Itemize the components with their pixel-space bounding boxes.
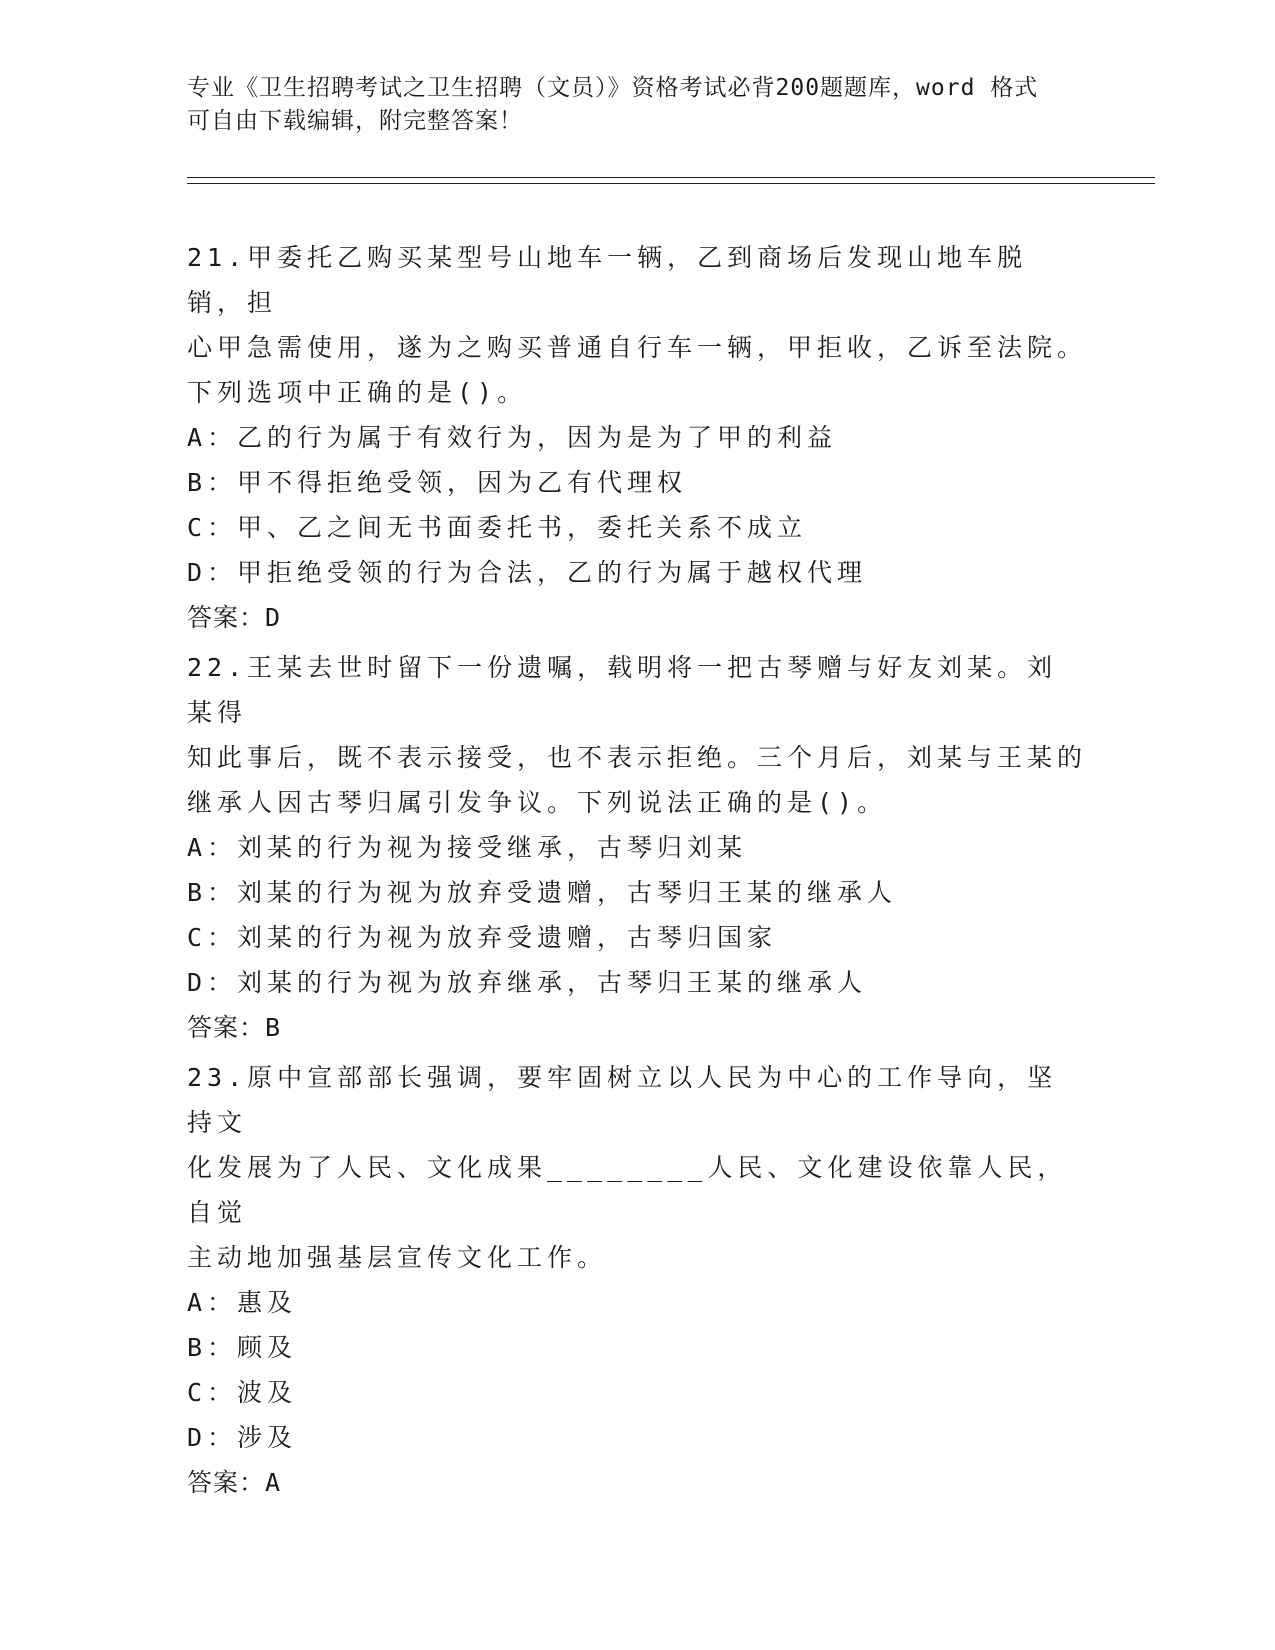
option-c: C：甲、乙之间无书面委托书，委托关系不成立 <box>187 513 808 542</box>
header-divider-top <box>187 177 1155 178</box>
question-stem-line: 心甲急需使用，遂为之购买普通自行车一辆，甲拒收，乙诉至法院。 <box>187 333 1088 362</box>
option-d: D：涉及 <box>187 1423 298 1452</box>
question-stem-line: 23.原中宣部部长强调，要牢固树立以人民为中心的工作导向，坚持文 <box>187 1063 1058 1137</box>
option-a: A：惠及 <box>187 1288 298 1317</box>
option-b: B：刘某的行为视为放弃受遗赠，古琴归王某的继承人 <box>187 878 898 907</box>
option-b: B：甲不得拒绝受领，因为乙有代理权 <box>187 468 688 497</box>
question-22 <box>187 645 1087 1050</box>
question-stem-line: 化发展为了人民、文化成果________人民、文化建设依靠人民，自觉 <box>187 1153 1068 1227</box>
question-23 <box>187 1055 1087 1505</box>
option-c: C：波及 <box>187 1378 298 1407</box>
header-line-1: 专业《卫生招聘考试之卫生招聘（文员）》资格考试必背200题题库，word 格式 <box>187 75 1039 101</box>
option-b: B：顾及 <box>187 1333 298 1362</box>
answer-line: 答案：B <box>187 1013 282 1042</box>
answer-line: 答案：A <box>187 1468 282 1497</box>
option-c: C：刘某的行为视为放弃受遗赠，古琴归国家 <box>187 923 778 952</box>
header-line-2: 可自由下载编辑，附完整答案！ <box>187 108 523 134</box>
question-stem-line: 知此事后，既不表示接受，也不表示拒绝。三个月后，刘某与王某的 <box>187 743 1088 772</box>
question-stem-line: 主动地加强基层宣传文化工作。 <box>187 1243 608 1272</box>
answer-line: 答案：D <box>187 603 282 632</box>
question-stem-line: 22.王某去世时留下一份遗嘱，载明将一把古琴赠与好友刘某。刘某得 <box>187 653 1058 727</box>
header-divider-bottom <box>187 183 1155 184</box>
question-stem-line: 下列选项中正确的是()。 <box>187 378 528 407</box>
question-stem-line: 21.甲委托乙购买某型号山地车一辆，乙到商场后发现山地车脱销，担 <box>187 243 1028 317</box>
question-21 <box>187 235 1087 640</box>
option-a: A：刘某的行为视为接受继承，古琴归刘某 <box>187 833 748 862</box>
document-header <box>187 72 1067 138</box>
option-d: D：刘某的行为视为放弃继承，古琴归王某的继承人 <box>187 968 868 997</box>
option-d: D：甲拒绝受领的行为合法，乙的行为属于越权代理 <box>187 558 868 587</box>
question-stem-line: 继承人因古琴归属引发争议。下列说法正确的是()。 <box>187 788 888 817</box>
option-a: A：乙的行为属于有效行为，因为是为了甲的利益 <box>187 423 838 452</box>
